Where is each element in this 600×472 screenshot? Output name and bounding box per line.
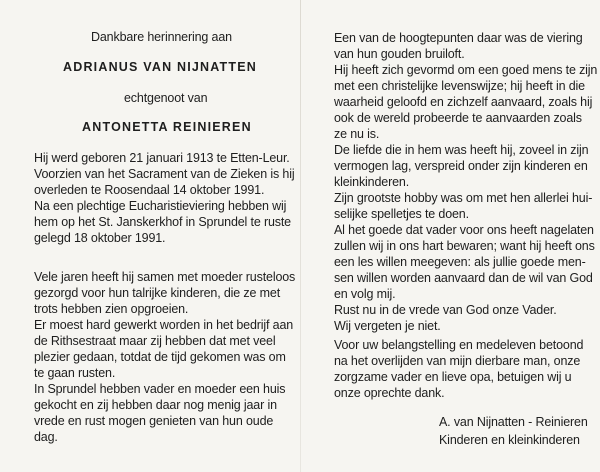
text-line: ze nu is. (334, 127, 380, 141)
text-line: Een van de hoogtepunten daar was de viering (334, 31, 583, 45)
text-line: gezorgd voor hun talrijke kinderen, die ze met (34, 286, 281, 300)
text-line: een les willen meegeven: als jullie goede men- (334, 255, 586, 269)
text-line: sen willen worden aanvaard dan de wil van God (334, 271, 593, 285)
text-line: te gaan rusten. (34, 366, 116, 380)
text-line: Na een plechtige Eucharistieviering hebben wij (34, 199, 287, 213)
text-line: Hij heeft zich gevormd om een goed mens te zijn (334, 63, 598, 77)
spouse-name: ANTONETTA REINIEREN (82, 120, 252, 134)
text-line: de Rithsestraat maar zij hebben dat met veel (34, 334, 276, 348)
text-line: met een christelijke levenswijze; hij heeft in die (334, 79, 585, 93)
text-line: plezier gedaan, totdat de tijd gekomen was om (34, 350, 286, 364)
text-line: overleden te Roosendaal 14 oktober 1991. (34, 183, 265, 197)
deceased-name: ADRIANUS VAN NIJNATTEN (63, 60, 257, 74)
text-line: selijke spelletjes te doen. (334, 207, 469, 221)
relation-text: echtgenoot van (124, 91, 208, 105)
fold-line (300, 0, 301, 472)
text-line: ook de wereld probeerde te aanvaarden zoals (334, 111, 582, 125)
text-line: Vele jaren heeft hij samen met moeder rusteloos (34, 270, 296, 284)
text-line: gekocht en zij hebben daar nog menig jaar in (34, 398, 277, 412)
text-line: hem op het St. Janskerkhof in Sprundel te ruste (34, 215, 291, 229)
text-line: Voorzien van het Sacrament van de Zieken is hij (34, 167, 295, 181)
text-line: Voor uw belangstelling en medeleven betoond (334, 338, 584, 352)
text-line: dag. (34, 430, 58, 444)
text-line: kleinkinderen. (334, 175, 410, 189)
text-line: Rust nu in de vrede van God onze Vader. (334, 303, 557, 317)
signature-name: A. van Nijnatten - Reinieren (439, 415, 588, 429)
text-line: Hij werd geboren 21 januari 1913 te Etten-Leur. (34, 151, 290, 165)
text-line: In Sprundel hebben vader en moeder een huis (34, 382, 286, 396)
text-line: Zijn grootste hobby was om met hen allerlei hui- (334, 191, 593, 205)
text-line: Wij vergeten je niet. (334, 319, 441, 333)
text-line: zullen wij in ons hart bewaren; want hij heeft ons (334, 239, 595, 253)
text-line: Er moest hard gewerkt worden in het bedrijf aan (34, 318, 294, 332)
text-line: trots hebben zien opgroeien. (34, 302, 189, 316)
text-line: na het overlijden van mijn dierbare man, onze (334, 354, 581, 368)
text-line: zorgzame vader en lieve opa, betuigen wij u (334, 370, 572, 384)
heading: Dankbare herinnering aan (91, 30, 232, 44)
text-line: onze oprechte dank. (334, 386, 445, 400)
text-line: vermogen lag, verspreid onder zijn kinderen en (334, 159, 588, 173)
text-line: van hun gouden bruiloft. (334, 47, 465, 61)
text-line: waarheid geloofd en zichzelf aanvaard, zoals hij (334, 95, 593, 109)
text-line: en volg mij. (334, 287, 396, 301)
text-line: vrede en rust mogen genieten van hun oude (34, 414, 274, 428)
text-line: Al het goede dat vader voor ons heeft nagelaten (334, 223, 594, 237)
signature-family: Kinderen en kleinkinderen (439, 433, 580, 447)
text-line: De liefde die in hem was heeft hij, zoveel in zijn (334, 143, 589, 157)
text-line: gelegd 18 oktober 1991. (34, 231, 166, 245)
